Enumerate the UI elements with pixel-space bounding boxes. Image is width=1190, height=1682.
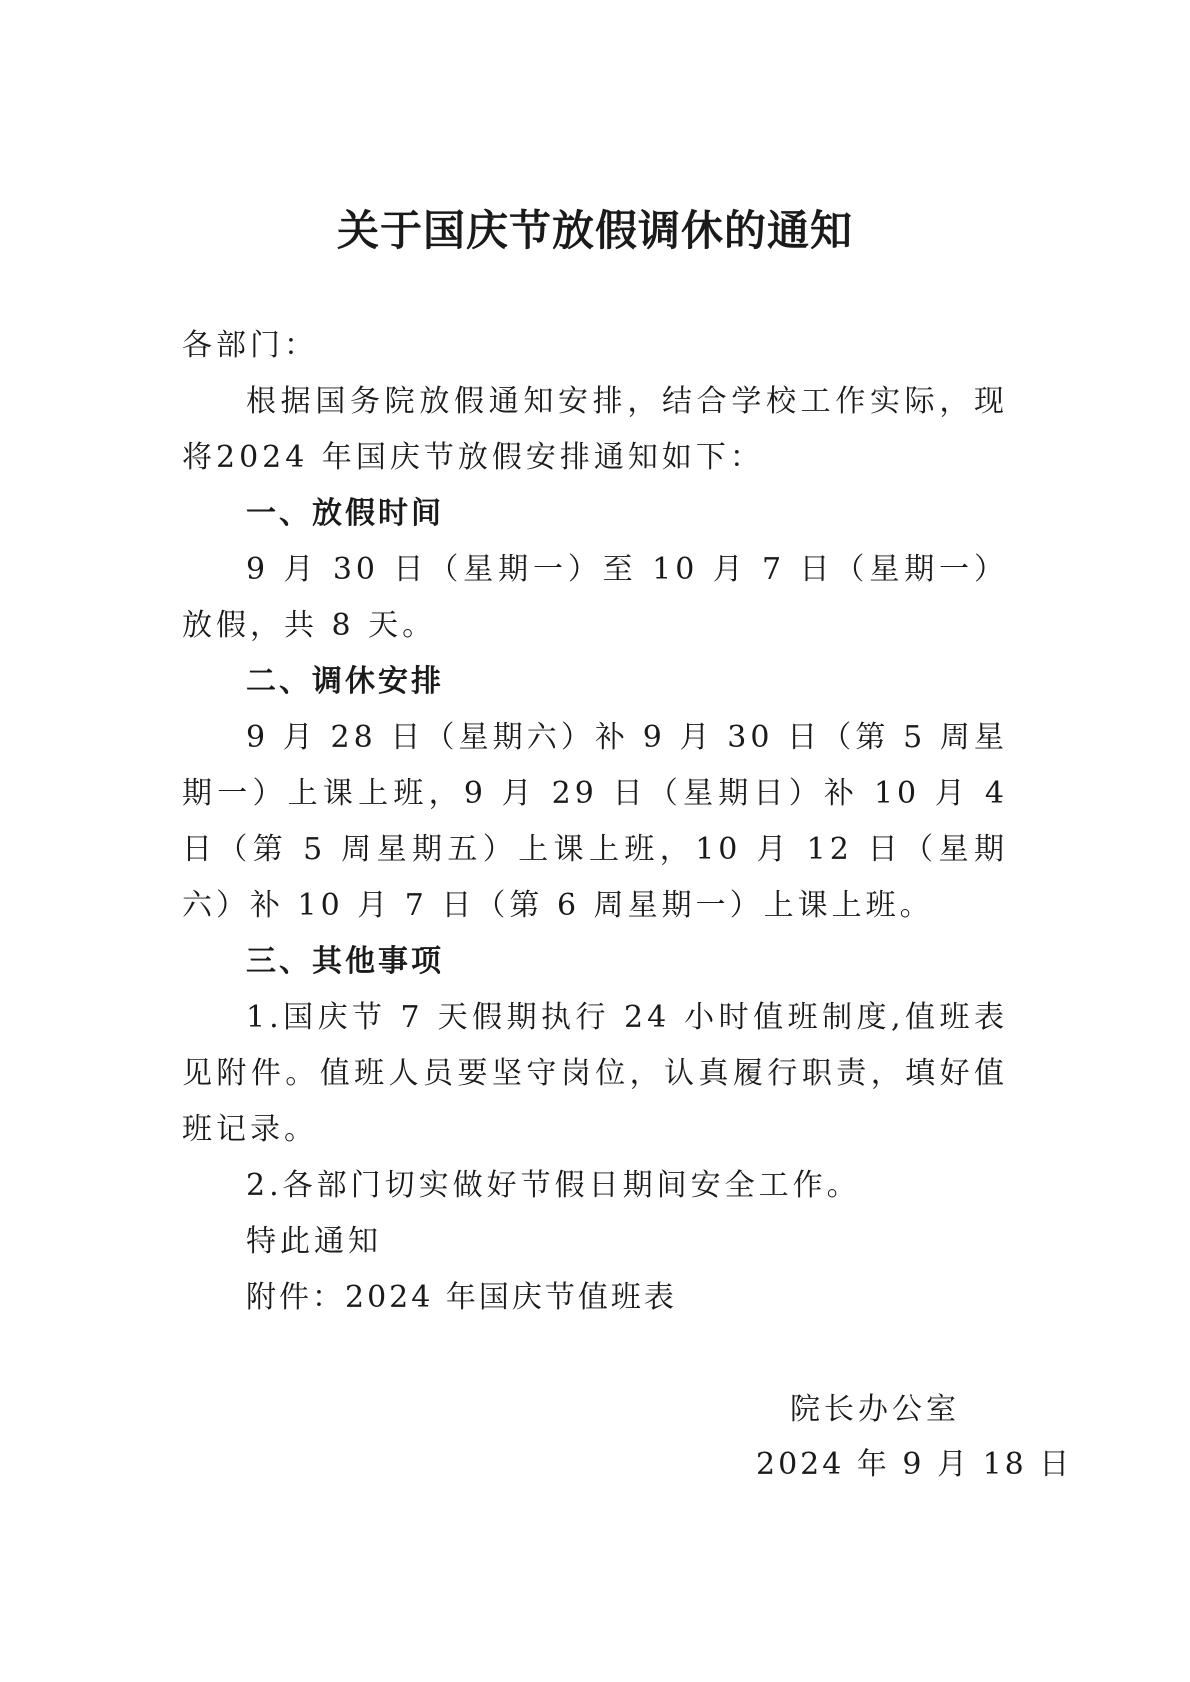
- closing-line: 特此通知: [246, 1224, 382, 1259]
- attachment-line: 附件：2024 年国庆节值班表: [246, 1280, 677, 1315]
- section-3-heading: 三、其他事项: [246, 944, 444, 979]
- section-1-heading: 一、放假时间: [246, 496, 444, 531]
- section-3-item-1: 1.国庆节 7 天假期执行 24 小时值班制度,值班表见附件。值班人员要坚守岗位，认真履行职责，填好值班记录。: [182, 1000, 1008, 1147]
- section-3-item-2: 2.各部门切实做好节假日期间安全工作。: [246, 1168, 861, 1203]
- salutation: 各部门：: [182, 328, 318, 363]
- document-body: [182, 318, 1008, 1270]
- intro-paragraph: 根据国务院放假通知安排，结合学校工作实际，现将2024 年国庆节放假安排通知如下：: [182, 384, 1008, 475]
- signature-date: 2024 年 9 月 18 日: [756, 1447, 1073, 1482]
- section-2-heading: 二、调休安排: [246, 664, 444, 699]
- signature-office: 院长办公室: [790, 1392, 960, 1427]
- section-2-text: 9 月 28 日（星期六）补 9 月 30 日（第 5 周星期一）上课上班，9 月 29 日（星期日）补 10 月 4 日（第 5 周星期五）上课上班，10 月 12 日（星期六）补 10 月 7 日（第 6 周星期一）上课上班。: [182, 720, 1008, 923]
- section-1-text: 9 月 30 日（星期一）至 10 月 7 日（星期一）放假，共 8 天。: [182, 552, 1008, 643]
- document-title: 关于国庆节放假调休的通知: [336, 206, 853, 255]
